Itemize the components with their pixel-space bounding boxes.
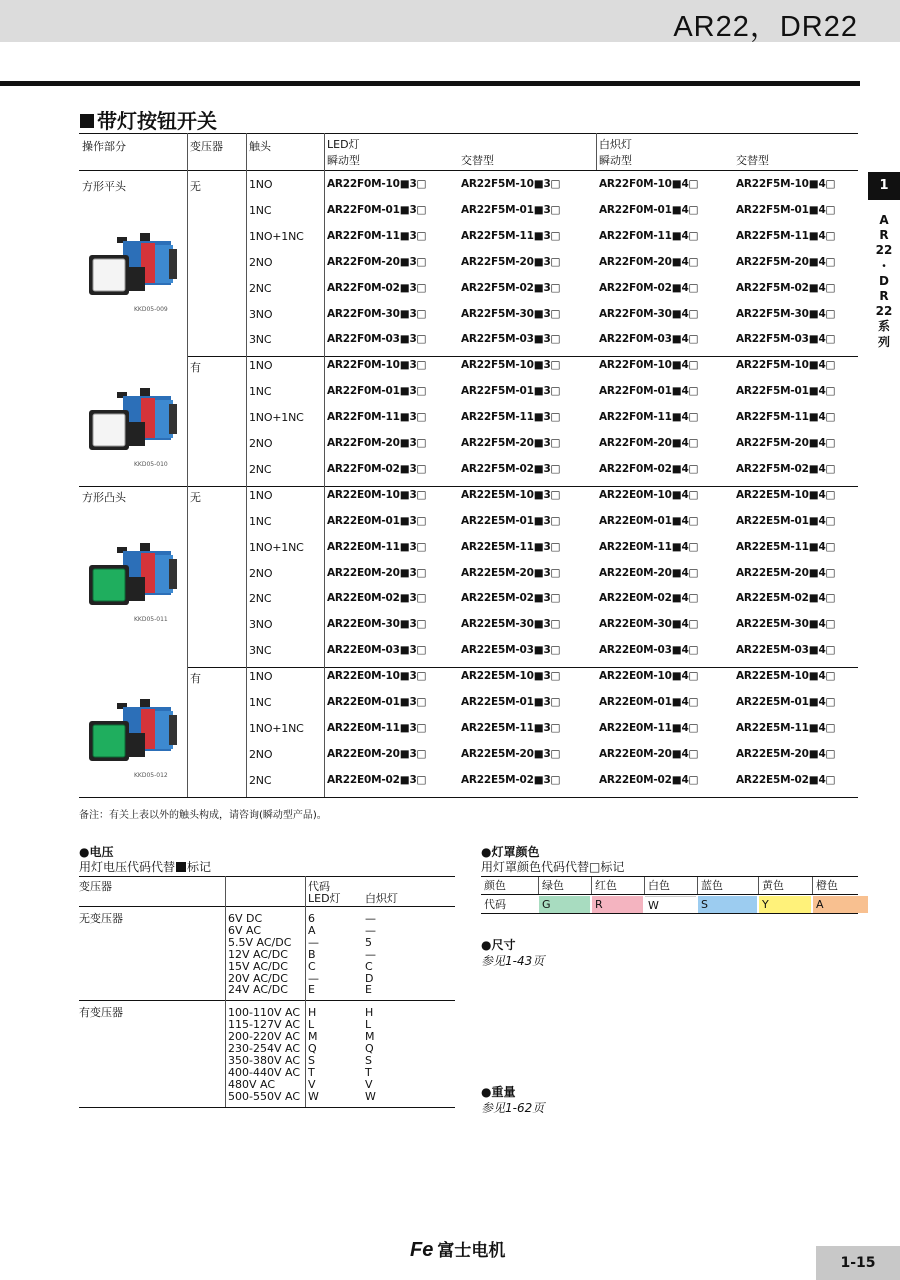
model-number: AR22F0M-01■3□	[327, 203, 427, 216]
group-rule	[187, 667, 858, 668]
model-number: AR22F5M-03■3□	[461, 333, 561, 346]
voltage-code: C	[365, 959, 373, 973]
model-number: AR22E0M-20■4□	[599, 747, 699, 760]
header-rule	[0, 81, 860, 86]
voltage-code: B	[308, 947, 316, 961]
contact-config: 2NC	[249, 281, 272, 295]
model-number: AR22F0M-01■3□	[327, 385, 427, 398]
voltage-code: Q	[365, 1042, 374, 1055]
contact-config: 1NO	[249, 488, 273, 502]
voltage-col-divider	[305, 876, 306, 1107]
model-number: AR22F5M-10■3□	[461, 178, 561, 190]
page-number: 1-15	[816, 1246, 900, 1280]
model-number: AR22E5M-10■3□	[461, 670, 561, 683]
voltage-header: LED灯	[308, 892, 341, 905]
model-number: AR22F5M-30■4□	[736, 307, 836, 320]
dimensions-ref: 参见1-43页	[481, 954, 545, 968]
model-number: AR22E5M-01■3□	[461, 696, 561, 708]
table-header: 变压器	[190, 140, 223, 153]
model-number: AR22F5M-30■3□	[461, 307, 561, 320]
table-top-rule	[79, 133, 858, 134]
model-number: AR22F5M-10■4□	[736, 178, 836, 190]
model-number: AR22F0M-02■3□	[327, 281, 427, 294]
operation-label: 方形凸头	[82, 490, 126, 504]
column-divider	[187, 133, 188, 797]
model-number: AR22F0M-02■3□	[327, 462, 427, 475]
voltage-title: ●电压	[79, 845, 114, 859]
contact-config: 1NC	[249, 696, 272, 709]
model-number: AR22E0M-20■3□	[327, 566, 427, 579]
series-char: 22	[875, 304, 893, 319]
model-number: AR22E5M-02■3□	[461, 592, 561, 605]
fuji-electric-logo	[410, 1236, 505, 1262]
column-divider	[246, 133, 247, 797]
contact-config: 1NO+1NC	[249, 229, 304, 243]
black-square-icon	[176, 862, 186, 872]
pushbutton-image	[85, 227, 185, 307]
voltage-group-rule	[79, 1000, 455, 1001]
model-number: AR22E5M-10■4□	[736, 488, 836, 501]
transformer-type: 有变压器	[79, 1006, 123, 1020]
model-number: AR22F0M-02■4□	[599, 462, 699, 475]
voltage-code: W	[365, 1089, 376, 1103]
model-number: AR22E0M-01■4□	[599, 514, 699, 527]
image-caption: KKD05-010	[134, 461, 168, 469]
table-header: 白炽灯	[599, 138, 632, 151]
voltage-header: 白炽灯	[365, 892, 398, 905]
model-number: AR22E0M-10■3□	[327, 488, 427, 501]
model-number: AR22F5M-11■4□	[736, 411, 836, 424]
voltage-code: —	[365, 912, 376, 925]
page-header	[0, 0, 900, 42]
voltage-code: C	[308, 959, 316, 973]
voltage-code: S	[308, 1053, 315, 1067]
model-number: AR22E0M-03■3□	[327, 644, 427, 657]
model-number: AR22F0M-11■4□	[599, 229, 699, 242]
voltage-code: T	[365, 1065, 372, 1079]
model-number: AR22E0M-02■3□	[327, 773, 427, 786]
voltage-code: V	[365, 1077, 373, 1091]
transformer-label: 无	[190, 490, 201, 504]
model-number: AR22E5M-01■4□	[736, 696, 836, 708]
model-number: AR22E5M-11■3□	[461, 540, 561, 553]
voltage-value: 12V AC/DC	[228, 947, 288, 961]
voltage-header: 变压器	[79, 880, 112, 893]
voltage-subtitle-b: 标记	[187, 860, 212, 874]
model-number: AR22E0M-11■3□	[327, 540, 427, 553]
model-number: AR22E5M-20■3□	[461, 747, 561, 760]
model-number: AR22F0M-10■3□	[327, 359, 427, 372]
contact-config: 3NC	[249, 333, 272, 347]
color-code: Y	[759, 896, 811, 913]
voltage-subtitle	[79, 858, 211, 875]
color-name: 橙色	[816, 879, 838, 892]
voltage-value: 230-254V AC	[228, 1042, 300, 1055]
lens-color-title: ●灯罩颜色	[481, 845, 540, 859]
model-number: AR22F5M-10■4□	[736, 359, 836, 372]
model-number: AR22E0M-02■4□	[599, 592, 699, 605]
color-name: 白色	[648, 879, 670, 892]
model-number: AR22E5M-30■3□	[461, 618, 561, 631]
model-number: AR22F0M-01■4□	[599, 385, 699, 398]
chapter-tab: 1	[868, 172, 900, 200]
model-number: AR22E0M-11■3□	[327, 721, 427, 734]
model-number: AR22F5M-11■3□	[461, 229, 561, 242]
table-header: 操作部分	[82, 140, 126, 153]
model-number: AR22E5M-01■4□	[736, 514, 836, 527]
voltage-code: S	[365, 1053, 372, 1067]
color-name: 黄色	[762, 879, 784, 892]
model-number: AR22F0M-11■4□	[599, 411, 699, 424]
contact-config: 3NO	[249, 307, 273, 321]
model-number: AR22E5M-11■4□	[736, 540, 836, 553]
contact-config: 1NC	[249, 203, 272, 217]
voltage-code: M	[308, 1030, 318, 1044]
model-number: AR22F0M-10■4□	[599, 178, 699, 190]
weight-title: ●重量	[481, 1085, 516, 1099]
model-number: AR22E0M-02■4□	[599, 773, 699, 786]
voltage-value: 24V AC/DC	[228, 983, 288, 997]
model-number: AR22E0M-01■4□	[599, 696, 699, 708]
contact-config: 2NC	[249, 592, 272, 606]
color-col-divider	[812, 877, 813, 894]
pushbutton-image	[85, 382, 185, 462]
voltage-value: 100-110V AC	[228, 1006, 300, 1020]
voltage-value: 15V AC/DC	[228, 959, 288, 973]
header-bottom-rule	[79, 170, 858, 171]
model-number: AR22E5M-02■3□	[461, 773, 561, 786]
voltage-value: 500-550V AC	[228, 1089, 300, 1103]
voltage-col-divider	[225, 876, 226, 1107]
model-number: AR22E5M-01■3□	[461, 514, 561, 527]
color-col-divider	[591, 877, 592, 894]
contact-config: 1NC	[249, 385, 272, 399]
column-divider	[596, 133, 597, 170]
dimensions-title: ●尺寸	[481, 938, 516, 952]
table-header: 触头	[249, 140, 271, 153]
code-row-label: 代码	[484, 898, 506, 911]
series-char: ・	[877, 258, 890, 273]
section-title	[80, 105, 217, 134]
model-number: AR22F5M-03■4□	[736, 333, 836, 346]
voltage-value: 6V AC	[228, 923, 262, 937]
model-number: AR22E5M-03■4□	[736, 644, 836, 657]
model-number: AR22E5M-20■4□	[736, 747, 836, 760]
model-number: AR22F0M-20■3□	[327, 255, 427, 268]
voltage-value: 20V AC/DC	[228, 971, 288, 985]
model-number: AR22E5M-10■3□	[461, 488, 561, 501]
model-number: AR22E0M-10■4□	[599, 670, 699, 683]
model-number: AR22E5M-11■3□	[461, 721, 561, 734]
contact-config: 1NC	[249, 514, 272, 528]
logo-text: 富士电机	[437, 1241, 506, 1261]
model-number: AR22F0M-11■3□	[327, 411, 427, 424]
contact-config: 3NO	[249, 618, 273, 632]
model-number: AR22E0M-02■3□	[327, 592, 427, 605]
model-number: AR22F5M-01■4□	[736, 385, 836, 398]
color-col-divider	[697, 877, 698, 894]
table-header: 瞬动型	[327, 154, 360, 167]
table-note: 备注：有关上表以外的触头构成，请咨询(瞬动型产品)。	[79, 810, 327, 821]
color-col-divider	[644, 877, 645, 894]
chapter-series-label	[868, 213, 900, 350]
voltage-code: —	[308, 971, 319, 985]
transformer-type: 无变压器	[79, 912, 123, 925]
voltage-code: L	[365, 1018, 372, 1032]
voltage-header: 代码	[308, 880, 330, 893]
model-number: AR22F5M-10■3□	[461, 359, 561, 372]
table-bottom-rule	[79, 797, 858, 798]
series-char: R	[879, 228, 889, 243]
voltage-code: E	[308, 983, 315, 997]
model-number: AR22E0M-10■3□	[327, 670, 427, 683]
voltage-value: 115-127V AC	[228, 1018, 300, 1032]
transformer-label: 有	[190, 361, 201, 375]
color-row-label: 颜色	[484, 879, 506, 892]
image-caption: KKD05-011	[134, 616, 168, 624]
voltage-subtitle-a: 用灯电压代码代替	[79, 860, 176, 874]
contact-config: 1NO	[249, 359, 273, 373]
model-number: AR22F5M-01■4□	[736, 203, 836, 216]
contact-config: 1NO	[249, 670, 273, 684]
color-code: R	[592, 896, 643, 913]
series-char: R	[879, 289, 889, 304]
model-number: AR22E0M-30■3□	[327, 618, 427, 631]
model-number: AR22E5M-02■4□	[736, 773, 836, 786]
model-number: AR22E0M-03■4□	[599, 644, 699, 657]
model-number: AR22E0M-01■3□	[327, 514, 427, 527]
model-number: AR22F5M-20■3□	[461, 437, 561, 449]
model-number: AR22F0M-30■3□	[327, 307, 427, 320]
contact-config: 2NC	[249, 773, 272, 787]
contact-config: 2NC	[249, 462, 272, 476]
voltage-code: W	[308, 1089, 319, 1103]
color-top-rule	[481, 876, 858, 877]
model-number: AR22F5M-01■3□	[461, 385, 561, 398]
lens-color-subtitle: 用灯罩颜色代码代替□标记	[481, 860, 625, 874]
model-number: AR22F0M-10■3□	[327, 178, 427, 190]
model-number: AR22F5M-02■4□	[736, 281, 836, 294]
voltage-code: D	[365, 971, 374, 985]
model-number: AR22E0M-11■4□	[599, 540, 699, 553]
voltage-value: 350-380V AC	[228, 1053, 300, 1067]
color-col-divider	[758, 877, 759, 894]
model-number: AR22F0M-03■3□	[327, 333, 427, 346]
series-char: 系	[877, 319, 890, 334]
color-code: S	[698, 896, 757, 913]
page-title: AR22，DR22	[673, 11, 858, 43]
model-number: AR22F5M-02■3□	[461, 462, 561, 475]
model-number: AR22E0M-10■4□	[599, 488, 699, 501]
voltage-value: 5.5V AC/DC	[228, 935, 292, 949]
model-number: AR22E5M-03■3□	[461, 644, 561, 657]
logo-mark: Fe	[410, 1239, 434, 1261]
model-number: AR22E0M-11■4□	[599, 721, 699, 734]
color-name: 绿色	[542, 879, 564, 892]
table-header: 交替型	[736, 154, 769, 167]
color-code: G	[539, 896, 590, 913]
color-bottom-rule	[481, 913, 858, 914]
table-header: 瞬动型	[599, 154, 632, 167]
model-number: AR22E5M-20■4□	[736, 566, 836, 579]
voltage-header-rule	[79, 906, 455, 907]
model-number: AR22E5M-20■3□	[461, 566, 561, 579]
operation-label: 方形平头	[82, 180, 126, 193]
contact-config: 2NO	[249, 255, 273, 269]
model-number: AR22F0M-11■3□	[327, 229, 427, 242]
model-number: AR22F5M-02■3□	[461, 281, 561, 294]
model-number: AR22F0M-20■4□	[599, 255, 699, 268]
model-number: AR22F5M-02■4□	[736, 462, 836, 475]
model-number: AR22F5M-01■3□	[461, 203, 561, 216]
contact-config: 3NC	[249, 644, 272, 658]
voltage-code: —	[365, 947, 376, 961]
model-number: AR22F5M-20■4□	[736, 255, 836, 268]
color-mid-rule	[481, 894, 858, 895]
model-number: AR22E0M-20■4□	[599, 566, 699, 579]
series-char: A	[879, 213, 889, 227]
table-header: 交替型	[461, 154, 494, 167]
series-char: 22	[875, 243, 893, 258]
contact-config: 2NO	[249, 566, 273, 580]
model-number: AR22F0M-20■3□	[327, 437, 427, 449]
voltage-code: 5	[365, 935, 372, 949]
voltage-code: —	[365, 923, 376, 937]
contact-config: 1NO+1NC	[249, 540, 304, 554]
voltage-code: 6	[308, 912, 315, 925]
model-number: AR22F0M-30■4□	[599, 307, 699, 320]
column-divider	[324, 133, 325, 797]
model-number: AR22E5M-02■4□	[736, 592, 836, 605]
model-number: AR22F0M-20■4□	[599, 437, 699, 449]
voltage-value: 200-220V AC	[228, 1030, 300, 1044]
voltage-code: H	[308, 1006, 317, 1020]
voltage-value: 6V DC	[228, 912, 263, 925]
contact-config: 1NO	[249, 178, 273, 191]
group-rule	[79, 486, 858, 487]
voltage-code: Q	[308, 1042, 317, 1055]
voltage-code: —	[308, 935, 319, 949]
model-number: AR22E0M-30■4□	[599, 618, 699, 631]
model-number: AR22E5M-10■4□	[736, 670, 836, 683]
model-number: AR22F5M-20■4□	[736, 437, 836, 449]
voltage-code: T	[308, 1065, 315, 1079]
voltage-code: L	[308, 1018, 315, 1032]
series-char: D	[879, 273, 889, 288]
model-number: AR22F0M-10■4□	[599, 359, 699, 372]
voltage-top-rule	[79, 876, 455, 877]
voltage-code: E	[365, 983, 372, 997]
model-number: AR22E5M-30■4□	[736, 618, 836, 631]
voltage-code: M	[365, 1030, 375, 1044]
color-name: 蓝色	[701, 879, 723, 892]
voltage-code: V	[308, 1077, 316, 1091]
model-number: AR22F0M-02■4□	[599, 281, 699, 294]
voltage-bottom-rule	[79, 1107, 455, 1108]
contact-config: 1NO+1NC	[249, 721, 304, 735]
table-header: LED灯	[327, 138, 360, 151]
model-number: AR22F5M-20■3□	[461, 255, 561, 268]
color-code: A	[813, 896, 868, 913]
color-col-divider	[538, 877, 539, 894]
model-number: AR22E0M-01■3□	[327, 696, 427, 708]
pushbutton-image	[85, 693, 185, 773]
voltage-value: 400-440V AC	[228, 1065, 300, 1079]
model-number: AR22F5M-11■3□	[461, 411, 561, 424]
series-char: 列	[877, 334, 890, 349]
image-caption: KKD05-012	[134, 771, 168, 779]
contact-config: 2NO	[249, 747, 273, 761]
contact-config: 2NO	[249, 437, 273, 450]
pushbutton-image	[85, 537, 185, 617]
square-bullet-icon	[80, 114, 94, 128]
transformer-label: 无	[190, 180, 201, 193]
contact-config: 1NO+1NC	[249, 411, 304, 425]
transformer-label: 有	[190, 672, 201, 686]
voltage-code: H	[365, 1006, 374, 1020]
model-number: AR22F0M-01■4□	[599, 203, 699, 216]
model-number: AR22E0M-20■3□	[327, 747, 427, 760]
model-number: AR22E5M-11■4□	[736, 721, 836, 734]
image-caption: KKD05-009	[134, 305, 168, 313]
color-name: 红色	[595, 879, 617, 892]
voltage-code: A	[308, 923, 316, 937]
model-number: AR22F5M-11■4□	[736, 229, 836, 242]
color-code: W	[645, 896, 696, 913]
group-rule	[187, 356, 858, 357]
model-number: AR22F0M-03■4□	[599, 333, 699, 346]
voltage-value: 480V AC	[228, 1077, 276, 1091]
weight-ref: 参见1-62页	[481, 1101, 545, 1115]
section-title-text: 带灯按钮开关	[97, 109, 217, 133]
